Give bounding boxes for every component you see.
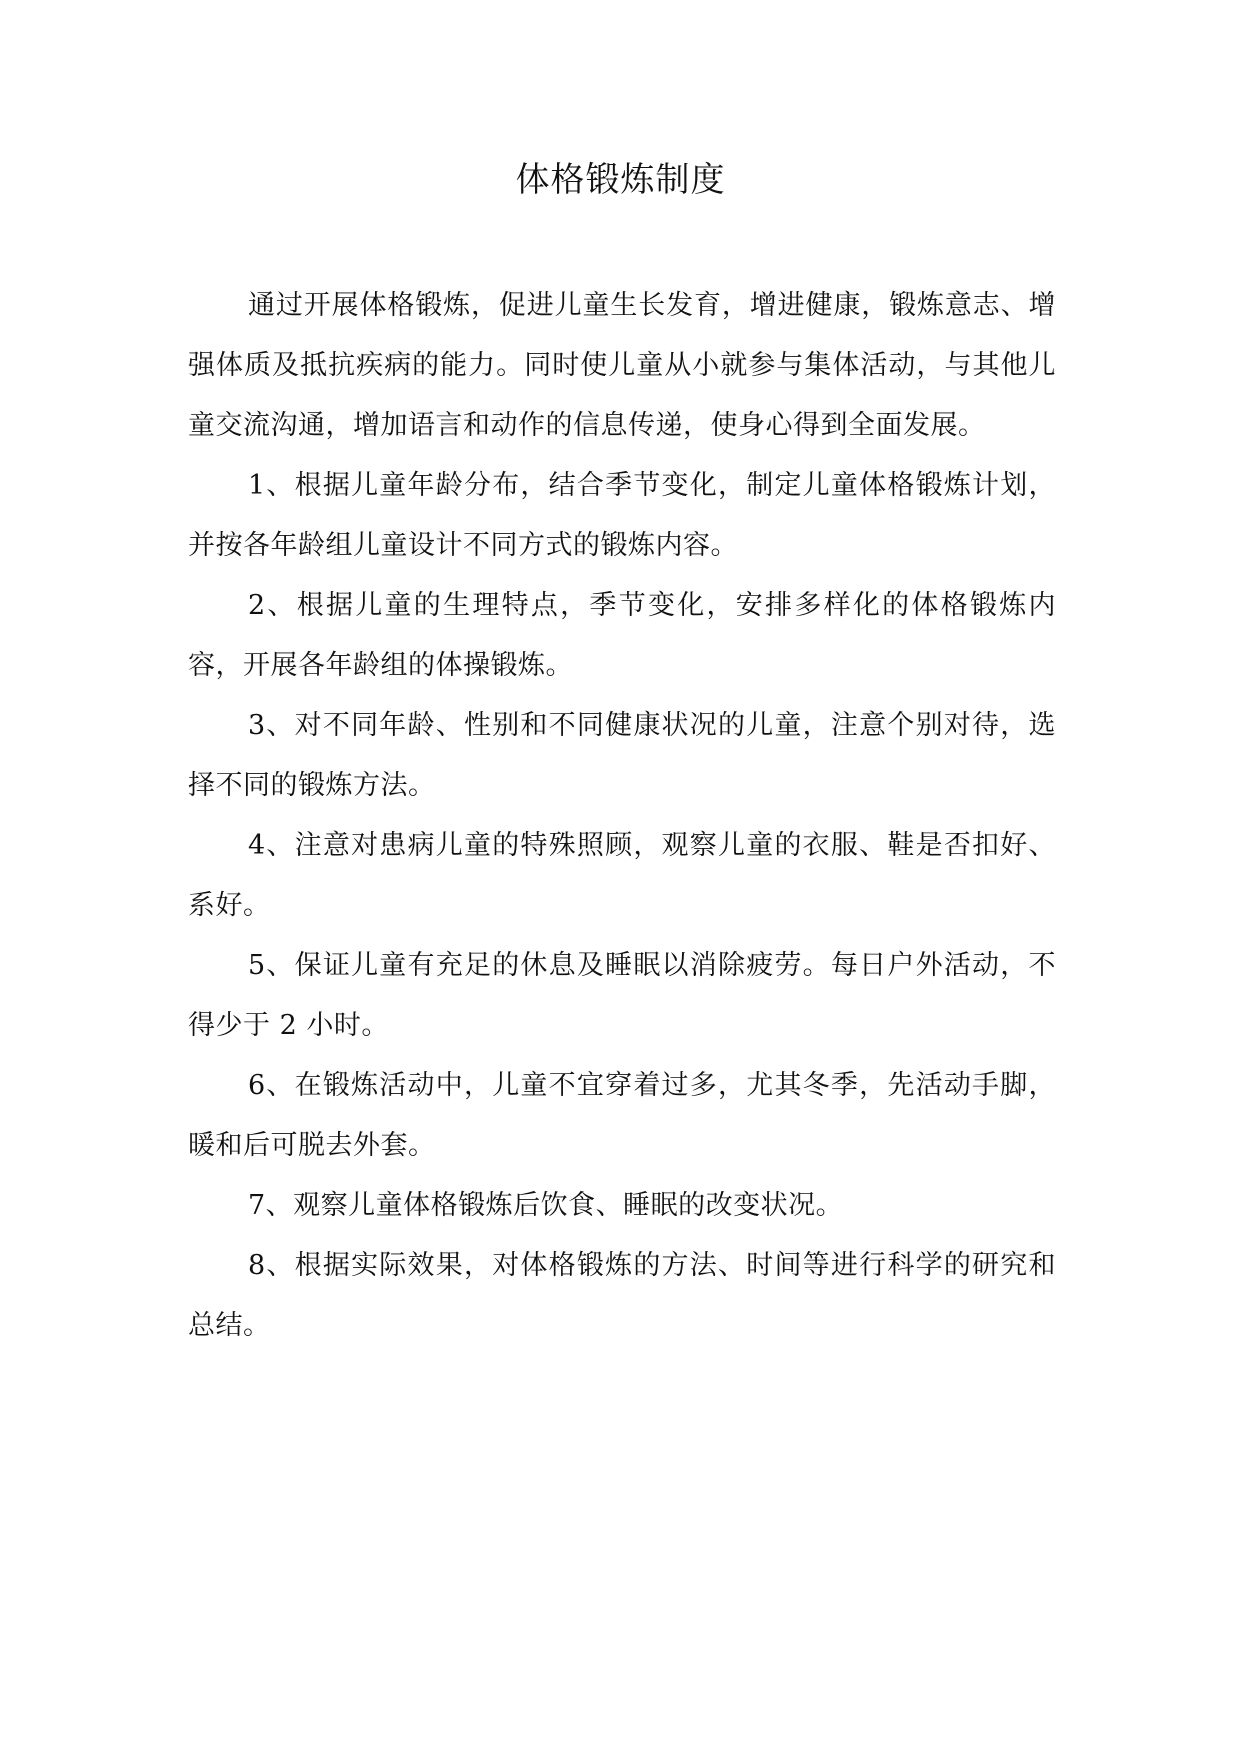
- rule-item-5: 5、保证儿童有充足的休息及睡眠以消除疲劳。每日户外活动，不得少于 2 小时。: [188, 950, 1056, 1041]
- rule-item-6: 6、在锻炼活动中，儿童不宜穿着过多，尤其冬季，先活动手脚，暖和后可脱去外套。: [188, 1070, 1056, 1161]
- rule-item-2: 2、根据儿童的生理特点，季节变化，安排多样化的体格锻炼内容，开展各年龄组的体操锻炼。: [188, 590, 1056, 681]
- document-title: 体格锻炼制度: [515, 160, 726, 200]
- document-body: [188, 276, 1056, 1356]
- rule-item-1: 1、根据儿童年龄分布，结合季节变化，制定儿童体格锻炼计划，并按各年龄组儿童设计不同方式的锻炼内容。: [188, 470, 1056, 561]
- rule-item-8: 8、根据实际效果，对体格锻炼的方法、时间等进行科学的研究和总结。: [188, 1250, 1056, 1341]
- intro-paragraph: 通过开展体格锻炼，促进儿童生长发育，增进健康，锻炼意志、增强体质及抵抗疾病的能力。同时使儿童从小就参与集体活动，与其他儿童交流沟通，增加语言和动作的信息传递，使身心得到全面发展。: [188, 290, 1056, 441]
- rule-item-7: 7、观察儿童体格锻炼后饮食、睡眠的改变状况。: [248, 1190, 844, 1221]
- rule-item-3: 3、对不同年龄、性别和不同健康状况的儿童，注意个别对待，选择不同的锻炼方法。: [188, 710, 1056, 801]
- rule-item-4: 4、注意对患病儿童的特殊照顾，观察儿童的衣服、鞋是否扣好、系好。: [188, 830, 1056, 921]
